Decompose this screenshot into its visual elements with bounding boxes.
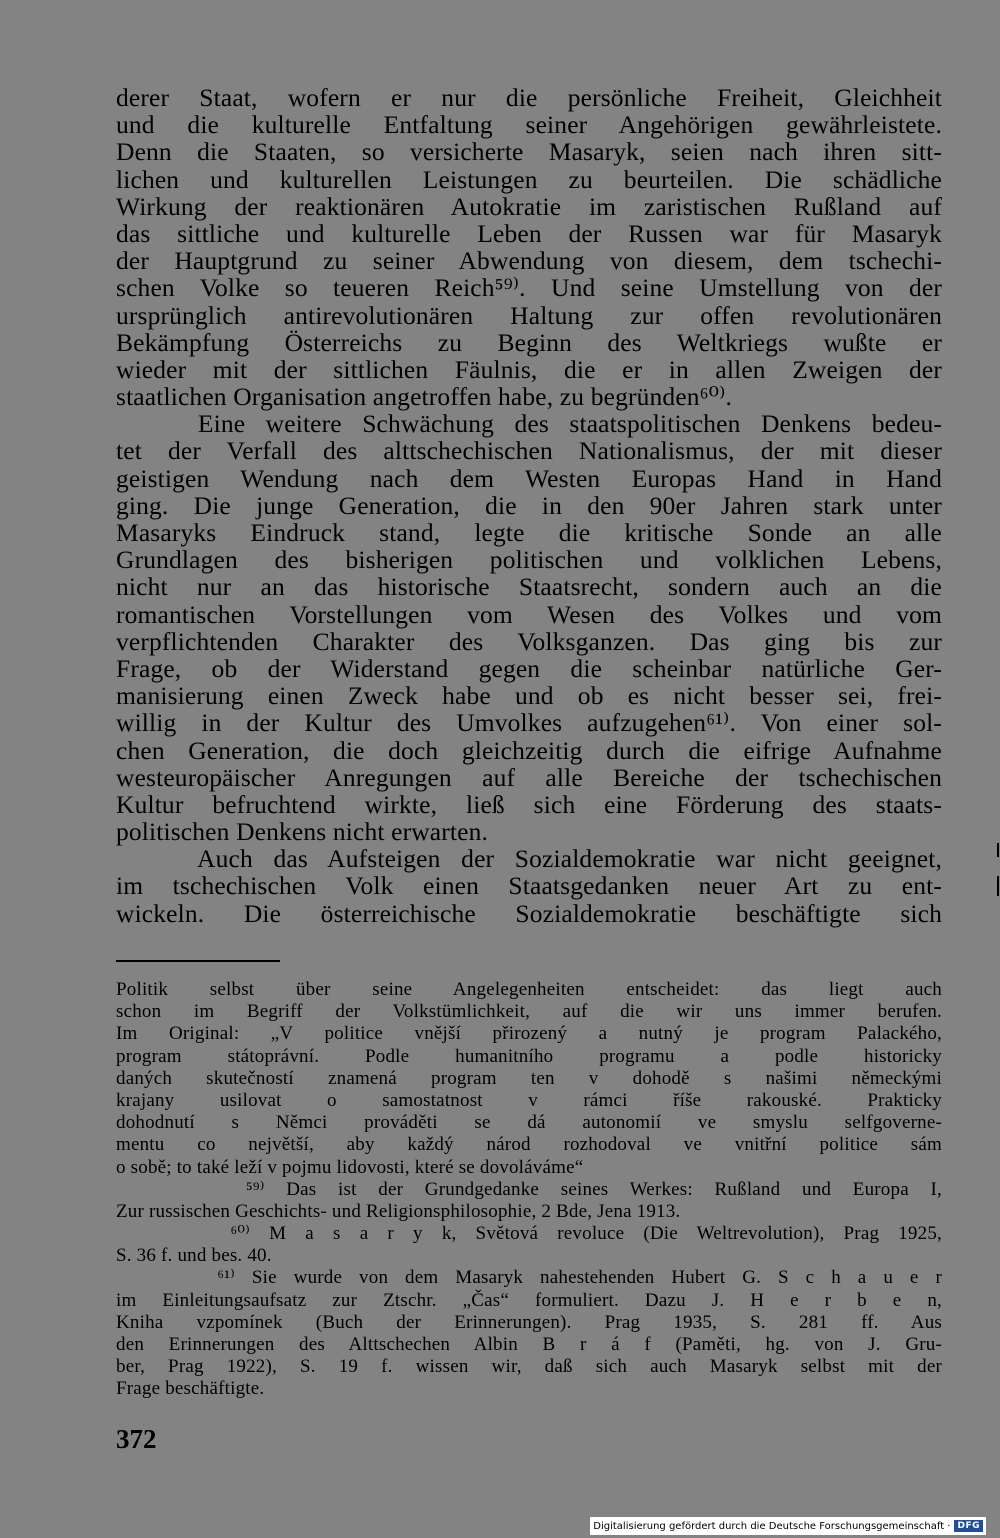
- footnote-line: Kniha vzpomínek (Buch der Erinnerungen). Prag 1935, S. 281 ff. Aus: [116, 1311, 942, 1333]
- scan-edge-mark: [997, 876, 999, 896]
- text-line: Denn die Staaten, so versicherte Masaryk, seien nach ihren sitt-: [116, 137, 942, 167]
- text-line: Masaryks Eindruck stand, legte die kritische Sonde an alle: [116, 518, 942, 547]
- page-number: 372: [116, 1424, 157, 1454]
- footnote-line: Zur russischen Geschichts- und Religionsphilosophie, 2 Bde, Jena 1913.: [116, 1200, 681, 1222]
- text-line: Eine weitere Schwächung des staatspolitischen Denkens bedeu-: [116, 409, 942, 439]
- text-line: und die kulturelle Entfaltung seiner Angehörigen gewährleistete.: [116, 110, 942, 140]
- text-line: chen Generation, die doch gleichzeitig durch die eifrige Aufnahme: [116, 735, 942, 765]
- footnote-line: im Einleitungsaufsatz zur Ztschr. „Čas“ formuliert. Dazu J. H e r b e n,: [116, 1289, 942, 1311]
- footnote-line: Im Original: „V politice vnější přirozený a nutný je program Palackého,: [116, 1023, 942, 1045]
- text-line: geistigen Wendung nach dem Westen Europas Hand in Hand: [116, 463, 942, 493]
- text-line: lichen und kulturellen Leistungen zu beurteilen. Die schädliche: [116, 164, 942, 194]
- text-line: ursprünglich antirevolutionären Haltung zur offen revolutionären: [116, 300, 942, 330]
- footnote-line: Frage beschäftigte.: [116, 1378, 265, 1400]
- text-line: romantischen Vorstellungen vom Wesen des Volkes und vom: [116, 599, 942, 629]
- text-line: derer Staat, wofern er nur die persönliche Freiheit, Gleichheit: [116, 83, 942, 112]
- text-line: politischen Denkens nicht erwarten.: [116, 817, 489, 847]
- text-line: manisierung einen Zweck habe und ob es nicht besser sei, frei-: [116, 681, 942, 711]
- footnote-line: dohodnutí s Němci prováděti se dá autonomií ve smyslu selfgoverne-: [116, 1112, 942, 1134]
- text-line: Auch das Aufsteigen der Sozialdemokratie war nicht geeignet,: [116, 844, 942, 874]
- text-line: verpflichtenden Charakter des Volksganzen. Das ging bis zur: [116, 626, 942, 656]
- text-line: staatlichen Organisation angetroffen habe, zu begründen⁶⁰⁾.: [116, 382, 733, 412]
- footnote-line: ⁵⁹⁾ Das ist der Grundgedanke seines Werkes: Rußland und Europa I,: [116, 1178, 942, 1200]
- footnote-line: S. 36 f. und bes. 40.: [116, 1245, 272, 1267]
- footnote-line: o sobě; to také leží v pojmu lidovosti, které se dovoláváme“: [116, 1156, 584, 1178]
- footnote-line: daných skutečností znamená program ten v dohodě s našimi německými: [116, 1067, 942, 1089]
- text-line: Kultur befruchtend wirkte, ließ sich eine Förderung des staats-: [116, 789, 942, 819]
- text-line: im tschechischen Volk einen Staatsgedanken neuer Art zu ent-: [116, 871, 942, 901]
- footnote-line: schon im Begriff der Volkstümlichkeit, auf die wir uns immer berufen.: [116, 1001, 942, 1023]
- footnote-line: ⁶¹⁾ Sie wurde von dem Masaryk nahestehenden Hubert G. S c h a u e r: [116, 1267, 942, 1289]
- text-line: westeuropäischer Anregungen auf alle Bereiche der tschechischen: [116, 762, 942, 792]
- footnote-line: mentu co největší, aby každý národ rozhodoval ve vnitřní politice sám: [116, 1134, 942, 1156]
- text-line: Frage, ob der Widerstand gegen die scheinbar natürliche Ger-: [116, 653, 942, 683]
- scan-edge-mark: [997, 843, 999, 857]
- text-line: ging. Die junge Generation, die in den 90er Jahren stark unter: [116, 490, 942, 520]
- text-line: wieder mit der sittlichen Fäulnis, die er in allen Zweigen der: [116, 354, 942, 384]
- text-line: Wirkung der reaktionären Autokratie im zaristischen Rußland auf: [116, 191, 942, 221]
- footnote-line: Politik selbst über seine Angelegenheiten entscheidet: das liegt auch: [116, 979, 942, 1000]
- text-line: der Hauptgrund zu seiner Abwendung von diesem, dem tschechi-: [116, 246, 942, 276]
- digitization-attribution: [590, 1517, 986, 1535]
- text-line: das sittliche und kulturelle Leben der Russen war für Masaryk: [116, 218, 942, 248]
- text-line: nicht nur an das historische Staatsrecht, sondern auch an die: [116, 572, 942, 602]
- attribution-text: Digitalisierung gefördert durch die Deutsche Forschungsgemeinschaft ·: [593, 1520, 951, 1532]
- footnote-line: den Erinnerungen des Alttschechen Albin B r á f (Paměti, hg. von J. Gru-: [116, 1334, 942, 1355]
- footnote-line: krajany usilovat o samostatnost v rámci říše rakouské. Prakticky: [116, 1089, 942, 1111]
- footnote-separator: [116, 960, 280, 962]
- text-line: willig in der Kultur des Umvolkes aufzugehen⁶¹⁾. Von einer sol-: [116, 708, 942, 738]
- text-line: schen Volke so teueren Reich⁵⁹⁾. Und seine Umstellung von der: [116, 273, 942, 303]
- dfg-logo-icon: DFG: [954, 1520, 983, 1532]
- text-line: tet der Verfall des alttschechischen Nationalismus, der mit dieser: [116, 436, 942, 466]
- text-line: Bekämpfung Österreichs zu Beginn des Weltkriegs wußte er: [116, 327, 942, 357]
- footnote-line: ber, Prag 1922), S. 19 f. wissen wir, daß sich auch Masaryk selbst mit der: [116, 1356, 942, 1378]
- text-line: wickeln. Die österreichische Sozialdemokratie beschäftigte sich: [116, 898, 942, 928]
- footnotes-block: [116, 979, 942, 1401]
- footnote-line: program státoprávní. Podle humanitního programu a podle historicky: [116, 1045, 942, 1067]
- text-line: Grundlagen des bisherigen politischen und volklichen Lebens,: [116, 545, 942, 575]
- footnote-line: ⁶⁰⁾ M a s a r y k, Světová revoluce (Die Weltrevolution), Prag 1925,: [116, 1223, 942, 1245]
- main-text-block: [116, 84, 942, 927]
